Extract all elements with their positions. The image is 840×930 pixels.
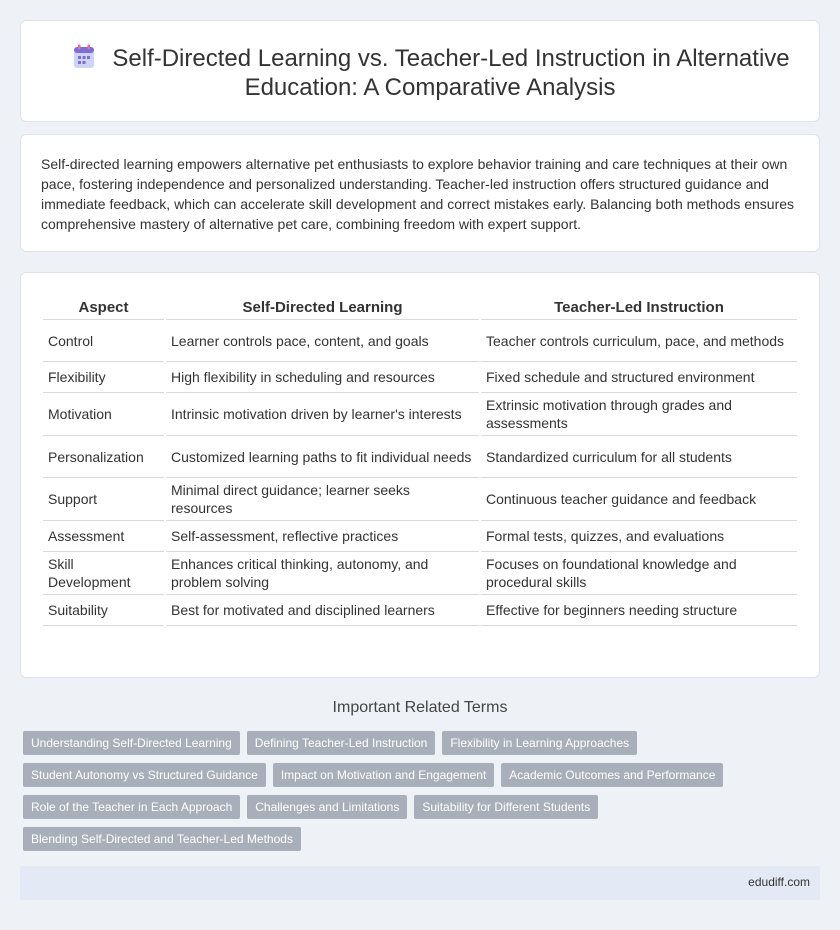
self-directed-cell: Best for motivated and disciplined learners <box>166 595 479 626</box>
column-header-teacher-led: Teacher-Led Instruction <box>481 295 797 320</box>
column-header-self-directed: Self-Directed Learning <box>166 295 479 320</box>
page-title: Self-Directed Learning vs. Teacher-Led Instruction in Alternative Education: A Comparative Analysis <box>112 45 790 101</box>
self-directed-cell: Self-assessment, reflective practices <box>166 521 479 552</box>
table-row <box>43 595 797 626</box>
self-directed-cell: Learner controls pace, content, and goals <box>166 320 479 362</box>
self-directed-cell: Customized learning paths to fit individual needs <box>166 436 479 478</box>
table-row <box>43 521 797 552</box>
intro-paragraph: Self-directed learning empowers alternative pet enthusiasts to explore behavior training and care techniques at their own pace, fostering independence and personalized understanding. Teacher-led instruction offers structured guidance and immediate feedback, which can accelerate skill development and correct mistakes early. Balancing both methods ensures comprehensive mastery of alternative pet care, combining freedom with expert support. <box>41 156 795 232</box>
aspect-cell: Support <box>43 478 164 521</box>
related-term-tag[interactable]: Flexibility in Learning Approaches <box>442 731 637 755</box>
teacher-led-cell: Effective for beginners needing structure <box>481 595 797 626</box>
footer <box>20 866 820 900</box>
tag-row <box>23 827 803 851</box>
self-directed-cell: Minimal direct guidance; learner seeks resources <box>166 478 479 521</box>
teacher-led-cell: Formal tests, quizzes, and evaluations <box>481 521 797 552</box>
aspect-cell: Flexibility <box>43 362 164 393</box>
related-term-tag[interactable]: Defining Teacher-Led Instruction <box>247 731 436 755</box>
aspect-cell: Motivation <box>43 393 164 436</box>
related-term-tag[interactable]: Academic Outcomes and Performance <box>501 763 723 787</box>
related-term-tag[interactable]: Suitability for Different Students <box>414 795 598 819</box>
self-directed-cell: High flexibility in scheduling and resources <box>166 362 479 393</box>
related-terms-list <box>23 731 803 859</box>
related-term-tag[interactable]: Student Autonomy vs Structured Guidance <box>23 763 266 787</box>
aspect-cell: Personalization <box>43 436 164 478</box>
table-header-row <box>43 295 797 320</box>
table-row <box>43 320 797 362</box>
table-row <box>43 362 797 393</box>
aspect-cell: Skill Development <box>43 552 164 595</box>
aspect-cell: Assessment <box>43 521 164 552</box>
teacher-led-cell: Extrinsic motivation through grades and assessments <box>481 393 797 436</box>
teacher-led-cell: Focuses on foundational knowledge and procedural skills <box>481 552 797 595</box>
teacher-led-cell: Continuous teacher guidance and feedback <box>481 478 797 521</box>
footer-site-link[interactable]: edudiff.com <box>748 875 810 889</box>
teacher-led-cell: Teacher controls curriculum, pace, and methods <box>481 320 797 362</box>
page-title-wrap <box>61 43 799 102</box>
teacher-led-cell: Fixed schedule and structured environment <box>481 362 797 393</box>
title-card <box>20 20 820 122</box>
table-row <box>43 436 797 478</box>
self-directed-cell: Intrinsic motivation driven by learner's interests <box>166 393 479 436</box>
related-term-tag[interactable]: Role of the Teacher in Each Approach <box>23 795 240 819</box>
self-directed-cell: Enhances critical thinking, autonomy, and problem solving <box>166 552 479 595</box>
document-icon <box>70 43 98 71</box>
comparison-table-card <box>20 272 820 678</box>
comparison-table <box>41 295 799 626</box>
column-header-aspect: Aspect <box>43 295 164 320</box>
tag-row <box>23 731 803 755</box>
table-row <box>43 552 797 595</box>
related-term-tag[interactable]: Challenges and Limitations <box>247 795 407 819</box>
related-term-tag[interactable]: Blending Self-Directed and Teacher-Led Methods <box>23 827 301 851</box>
intro-card <box>20 134 820 252</box>
related-term-tag[interactable]: Understanding Self-Directed Learning <box>23 731 240 755</box>
tag-row <box>23 763 803 787</box>
table-row <box>43 478 797 521</box>
related-terms-title: Important Related Terms <box>332 699 508 716</box>
aspect-cell: Suitability <box>43 595 164 626</box>
teacher-led-cell: Standardized curriculum for all students <box>481 436 797 478</box>
related-term-tag[interactable]: Impact on Motivation and Engagement <box>273 763 494 787</box>
aspect-cell: Control <box>43 320 164 362</box>
table-row <box>43 393 797 436</box>
tag-row <box>23 795 803 819</box>
